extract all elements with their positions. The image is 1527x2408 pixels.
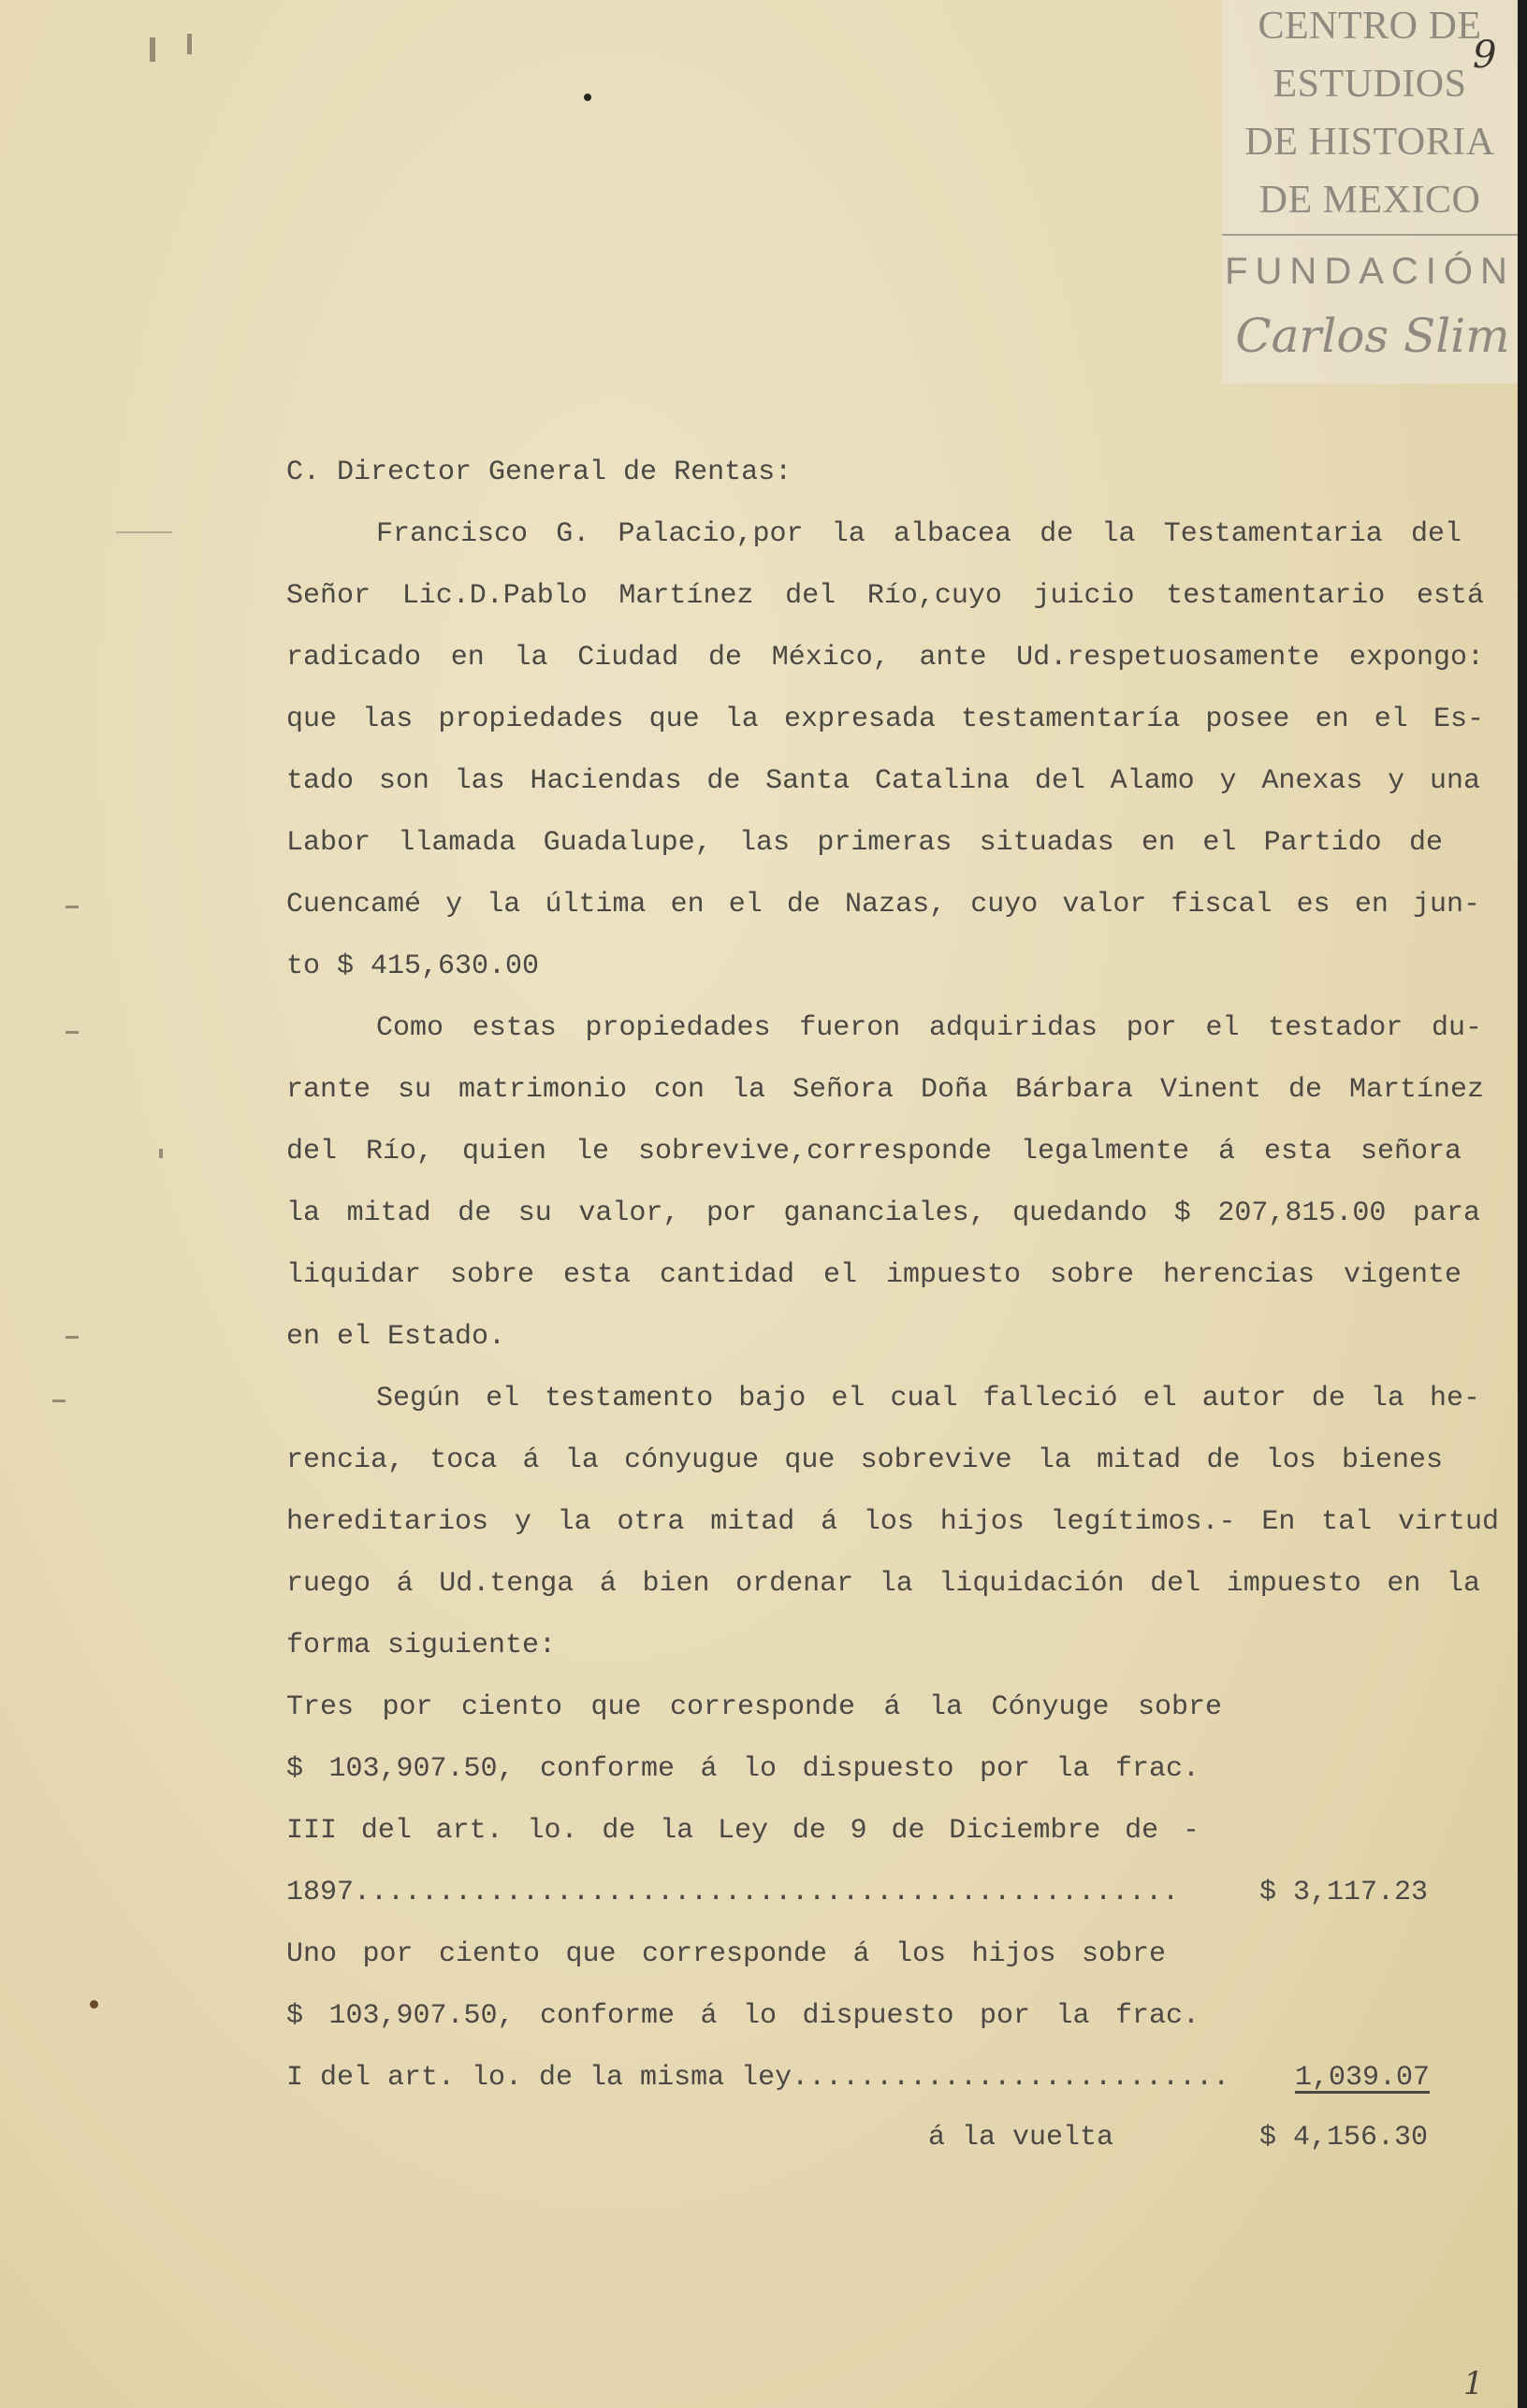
margin-tick [65,1336,79,1339]
carry-amount: $ 4,156.30 [1259,2122,1429,2154]
item-line: $ 103,907.50, conforme á lo dispuesto por la frac. [286,2000,1200,2032]
page-number: 1 [1463,2365,1484,2402]
ink-mark [187,34,192,54]
body-line: forma siguiente: [286,1630,557,1661]
body-line: en el Estado. [286,1321,506,1353]
margin-tick [65,1031,79,1034]
margin-rule [116,531,172,533]
body-line: la mitad de su valor, por gananciales, quedando $ 207,815.00 para [286,1197,1480,1229]
ink-dot [90,2000,98,2009]
watermark-line: DE MEXICO [1258,179,1481,222]
item-last-line [286,1877,1222,1908]
body-line: Señor Lic.D.Pablo Martínez del Río,cuyo juicio testamentario está [286,580,1484,612]
salutation: C. Director General de Rentas: [286,457,793,488]
body-line: to $ 415,630.00 [286,950,540,982]
item-label: I del art. lo. de la misma ley [286,2062,793,2094]
item-line: Tres por ciento que corresponde á la Cónyuge sobre [286,1691,1222,1723]
item-amount: 1,039.07 [1295,2062,1431,2094]
ink-dot [584,94,591,101]
body-line: del Río, quien le sobrevive,corresponde legalmente á esta señora [286,1136,1462,1168]
ink-mark [150,37,155,62]
body-line: tado son las Haciendas de Santa Catalina del Alamo y Anexas y una [286,765,1480,797]
scan-edge [1518,0,1527,2408]
body-line: que las propiedades que la expresada testamentaría posee en el Es- [286,704,1484,735]
body-line: Como estas propiedades fueron adquiridas por el testador du- [376,1012,1482,1044]
body-line: Labor llamada Guadalupe, las primeras situadas en el Partido de [286,827,1443,859]
body-line: liquidar sobre esta cantidad el impuesto sobre herencias vigente [286,1259,1462,1291]
margin-tick [52,1400,65,1402]
watermark-line: CENTRO DE [1258,5,1482,48]
item-line: III del art. lo. de la Ley de 9 de Diciembre de - [286,1815,1200,1847]
watermark-line: ESTUDIOS [1272,63,1467,106]
body-line: hereditarios y la otra mitad á los hijos legítimos.- En tal virtud [286,1506,1499,1538]
watermark-line: DE HISTORIA [1244,121,1495,164]
watermark-fundacion: FUNDACIÓN [1225,251,1515,292]
body-line: Según el testamento bajo el cual falleció el autor de la he- [376,1383,1480,1414]
body-line: rencia, toca á la cónyugue que sobrevive la mitad de los bienes [286,1444,1443,1476]
leader-dots: ................................................. [354,1877,1180,1908]
body-line: ruego á Ud.tenga á bien ordenar la liquidación del impuesto en la [286,1568,1480,1600]
body-line: rante su matrimonio con la Señora Doña Bárbara Vinent de Martínez [286,1074,1484,1106]
margin-tick [159,1149,163,1158]
body-line: Cuencamé y la última en el de Nazas, cuyo valor fiscal es en jun- [286,889,1480,921]
body-line: Francisco G. Palacio,por la albacea de la Testamentaria del [376,518,1462,550]
item-line: Uno por ciento que corresponde á los hijos sobre [286,1938,1166,1970]
folio-number: 9 [1473,34,1497,77]
watermark-rule [1222,234,1518,236]
item-amount: $ 3,117.23 [1259,1877,1429,1908]
leader-dots: .......................... [792,2062,1230,2094]
item-line: $ 103,907.50, conforme á lo dispuesto por la frac. [286,1753,1200,1785]
margin-tick [65,906,79,908]
watermark-signature: Carlos Slim [1235,309,1510,363]
carry-label: á la vuelta [928,2122,1114,2154]
body-line: radicado en la Ciudad de México, ante Ud.respetuosamente expongo: [286,642,1484,674]
item-last-line [286,2062,1230,2094]
item-label: 1897 [286,1877,355,1908]
